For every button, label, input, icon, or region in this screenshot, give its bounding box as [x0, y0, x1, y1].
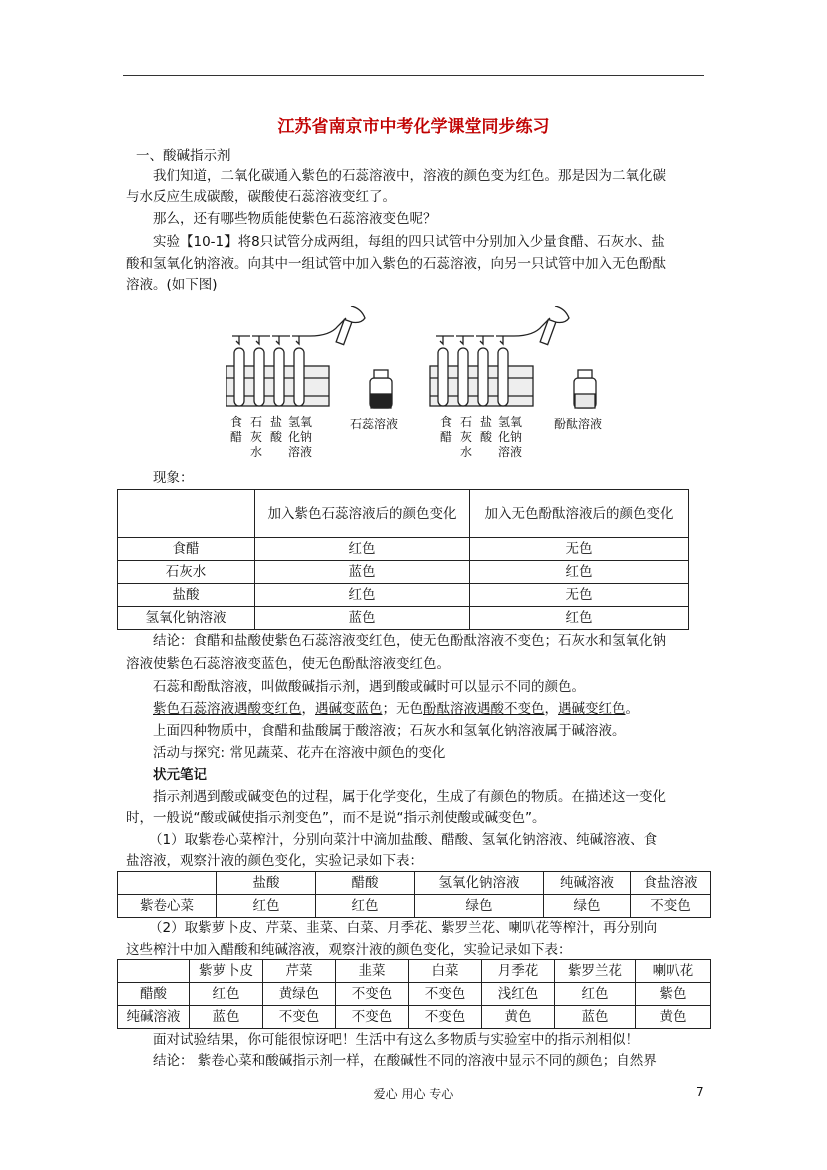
svg-text:盐酸: 盐酸 — [480, 415, 493, 444]
label-phenolphthalein-bottle: 酚酞溶液 — [554, 417, 603, 431]
table-row — [118, 872, 711, 895]
paragraph-line: 这些榨汁中加入醋酸和纯碱溶液，观察汁液的颜色变化，实验记录如下表： — [126, 942, 572, 958]
table-cell: 紫卷心菜 — [118, 895, 217, 918]
table-cell: 红色 — [470, 607, 689, 630]
table-header-cell — [118, 872, 217, 895]
table-cell: 不变色 — [409, 1006, 482, 1029]
paragraph-line: 实验【10-1】将8只试管分成两组，每组的四只试管中分别加入少量食醋、石灰水、盐 — [153, 234, 665, 250]
text-span: ；无色 — [382, 701, 423, 717]
table-cell: 红色 — [255, 538, 470, 561]
underlined-text: 紫色石蕊溶液遇酸变红色 — [153, 701, 302, 717]
table-cell: 石灰水 — [118, 561, 255, 584]
svg-text:石灰水: 石灰水 — [460, 415, 473, 459]
table-cell: 氢氧化钠溶液 — [118, 607, 255, 630]
table-cell: 绿色 — [544, 895, 631, 918]
table-cell: 浅红色 — [482, 983, 555, 1006]
text-span: ， — [544, 701, 558, 717]
table-cell: 纯碱溶液 — [118, 1006, 190, 1029]
table-cell: 不变色 — [336, 1006, 409, 1029]
table-header-cell: 纯碱溶液 — [544, 872, 631, 895]
table-header-cell: 白菜 — [409, 960, 482, 983]
table-cell: 醋酸 — [118, 983, 190, 1006]
paragraph-line: 上面四种物质中，食醋和盐酸属于酸溶液；石灰水和氢氧化钠溶液属于碱溶液。 — [153, 723, 626, 739]
table-cell: 不变色 — [631, 895, 711, 918]
paragraph-line: （2）取紫萝卜皮、芹菜、韭菜、白菜、月季花、紫罗兰花、喇叭花等榨汁，再分别向 — [149, 920, 658, 936]
table-cell: 红色 — [255, 584, 470, 607]
svg-text:氢氧化钠溶液: 氢氧化钠溶液 — [498, 415, 523, 459]
table-cell: 红色 — [190, 983, 263, 1006]
table-header-cell: 食盐溶液 — [631, 872, 711, 895]
paragraph-line: 溶液。(如下图) — [126, 277, 218, 293]
text-span: 。 — [625, 701, 639, 717]
underlined-text: 遇碱变红色 — [558, 701, 626, 717]
page-footer: 爱心 用心 专心 — [373, 1087, 454, 1101]
paragraph-line: 酸和氢氧化钠溶液。向其中一组试管中加入紫色的石蕊溶液，向另一只试管中加入无色酚酞 — [126, 256, 666, 272]
table-cell: 无色 — [470, 584, 689, 607]
page-title: 江苏省南京市中考化学课堂同步练习 — [277, 117, 550, 137]
table-header-cell: 加入无色酚酞溶液后的颜色变化 — [470, 490, 689, 538]
section-heading: 一、酸碱指示剂 — [136, 148, 231, 164]
label-hcl: 盐酸 — [270, 415, 283, 444]
table-header-cell: 醋酸 — [316, 872, 415, 895]
table-cell: 食醋 — [118, 538, 255, 561]
table-cell: 红色 — [470, 561, 689, 584]
svg-text:食醋: 食醋 — [440, 415, 453, 444]
underlined-text: 酚酞溶液遇酸不变色 — [423, 701, 545, 717]
paragraph-line — [153, 699, 639, 719]
table-header-cell: 盐酸 — [217, 872, 316, 895]
paragraph-line: 活动与探究: 常见蔬菜、花卉在溶液中颜色的变化 — [153, 745, 446, 761]
label-naoh: 氢氧化钠溶液 — [288, 415, 313, 459]
table-cell: 黄绿色 — [263, 983, 336, 1006]
paragraph-line: 指示剂遇到酸或碱变色的过程，属于化学变化，生成了有颜色的物质。在描述这一变化 — [153, 789, 666, 805]
table-row — [118, 607, 689, 630]
table-header-cell: 紫罗兰花 — [555, 960, 636, 983]
table-cell: 红色 — [316, 895, 415, 918]
paragraph-line: 我们知道，二氧化碳通入紫色的石蕊溶液中，溶液的颜色变为红色。那是因为二氧化碳 — [153, 168, 666, 184]
table-header-cell: 芹菜 — [263, 960, 336, 983]
table-row — [118, 960, 711, 983]
table-cell: 盐酸 — [118, 584, 255, 607]
table-cell: 不变色 — [336, 983, 409, 1006]
table-cell: 紫色 — [636, 983, 711, 1006]
table-cell: 蓝色 — [190, 1006, 263, 1029]
table-row — [118, 983, 711, 1006]
paragraph-line: 溶液使紫色石蕊溶液变蓝色，使无色酚酞溶液变红色。 — [126, 656, 450, 672]
table-cell: 不变色 — [409, 983, 482, 1006]
table-header-cell: 氢氧化钠溶液 — [415, 872, 544, 895]
table-cell: 蓝色 — [255, 607, 470, 630]
paragraph-line: 结论：食醋和盐酸使紫色石蕊溶液变红色，使无色酚酞溶液不变色；石灰水和氢氧化钠 — [153, 633, 666, 649]
table-cell: 无色 — [470, 538, 689, 561]
paragraph-line: 面对试验结果，你可能很惊讶吧！生活中有这么多物质与实验室中的指示剂相似！ — [153, 1032, 639, 1048]
label-litmus-bottle: 石蕊溶液 — [350, 417, 399, 431]
table-header-cell: 紫萝卜皮 — [190, 960, 263, 983]
paragraph-line: （1）取紫卷心菜榨汁，分别向菜汁中滴加盐酸、醋酸、氢氧化钠溶液、纯碱溶液、食 — [149, 832, 658, 848]
table-cell: 不变色 — [263, 1006, 336, 1029]
paragraph-line: 那么，还有哪些物质能使紫色石蕊溶液变色呢？ — [153, 211, 437, 227]
table-row — [118, 538, 689, 561]
paragraph-line: 结论： 紫卷心菜和酸碱指示剂一样，在酸碱性不同的溶液中显示不同的颜色；自然界 — [153, 1053, 657, 1069]
table-cell: 红色 — [217, 895, 316, 918]
table-header-cell — [118, 960, 190, 983]
table-row — [118, 895, 711, 918]
underlined-text: 遇碱变蓝色 — [315, 701, 383, 717]
table-cell: 蓝色 — [255, 561, 470, 584]
plants-table — [117, 959, 711, 1029]
table-cell: 黄色 — [482, 1006, 555, 1029]
page-number: 7 — [696, 1085, 704, 1099]
notes-heading: 状元笔记 — [153, 767, 207, 783]
test-tube-figure — [226, 306, 636, 466]
text-span: ， — [301, 701, 315, 717]
table-cell: 黄色 — [636, 1006, 711, 1029]
table-row — [118, 561, 689, 584]
table-header-cell: 喇叭花 — [636, 960, 711, 983]
paragraph-line: 时，一般说“酸或碱使指示剂变色”，而不是说“指示剂使酸或碱变色”。 — [126, 810, 546, 826]
paragraph-line: 石蕊和酚酞溶液，叫做酸碱指示剂，遇到酸或碱时可以显示不同的颜色。 — [153, 679, 585, 695]
table-row — [118, 1006, 711, 1029]
table-cell: 蓝色 — [555, 1006, 636, 1029]
cabbage-table — [117, 871, 711, 918]
table-header-cell: 加入紫色石蕊溶液后的颜色变化 — [255, 490, 470, 538]
table-header-cell: 月季花 — [482, 960, 555, 983]
label-vinegar: 食醋 — [230, 415, 243, 444]
table-row — [118, 584, 689, 607]
paragraph-line: 与水反应生成碳酸，碳酸使石蕊溶液变红了。 — [126, 189, 396, 205]
table-header-cell: 韭菜 — [336, 960, 409, 983]
table-cell: 绿色 — [415, 895, 544, 918]
label-limewater: 石灰水 — [250, 415, 263, 459]
header-rule — [123, 75, 704, 76]
indicator-table — [117, 489, 689, 630]
table-header-cell — [118, 490, 255, 538]
paragraph-line: 盐溶液，观察汁液的颜色变化，实验记录如下表： — [126, 853, 423, 869]
phenomenon-label: 现象： — [153, 470, 194, 486]
table-cell: 红色 — [555, 983, 636, 1006]
